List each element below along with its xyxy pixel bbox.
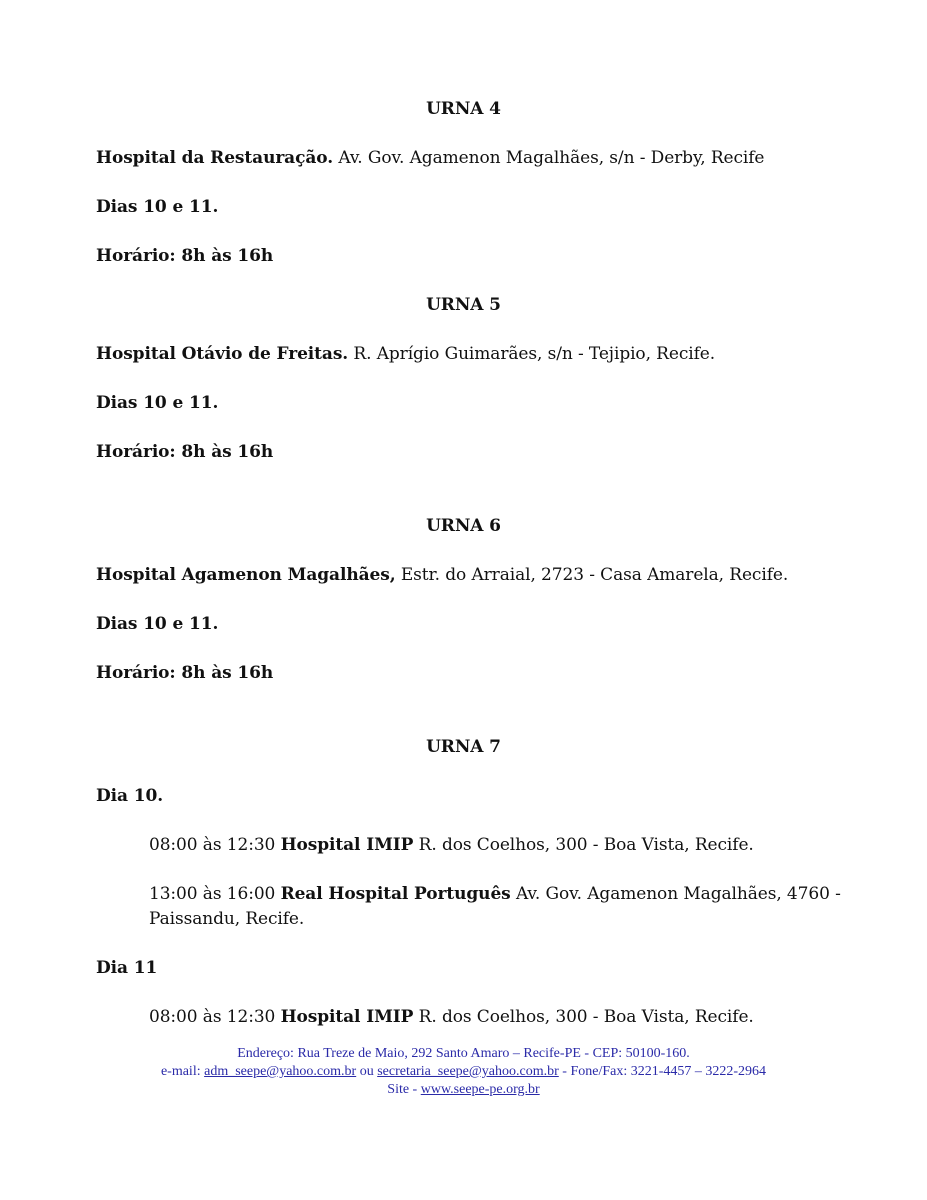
urna-4-heading: URNA 4 xyxy=(426,99,501,119)
urna-5-heading: URNA 5 xyxy=(426,295,501,315)
urna-5-place-address: R. Aprígio Guimarães, s/n - Tejipio, Recife. xyxy=(348,344,716,364)
urna-6-place-address: Estr. do Arraial, 2723 - Casa Amarela, Recife. xyxy=(395,565,789,585)
urna-6-place-name: Hospital Agamenon Magalhães, xyxy=(96,565,396,585)
email-link-secretaria[interactable]: secretaria_seepe@yahoo.com.br xyxy=(377,1064,559,1079)
urna-7-day-11-entry-1 xyxy=(149,1006,754,1028)
urna-7-day-10-label: Dia 10. xyxy=(96,786,164,806)
entry-place: Hospital IMIP xyxy=(280,835,414,855)
urna-7-heading: URNA 7 xyxy=(426,737,501,757)
urna-7-day-11-label: Dia 11 xyxy=(96,958,158,978)
urna-7-day-10-entry-2 xyxy=(149,883,841,905)
urna-6-heading: URNA 6 xyxy=(426,516,501,536)
entry-address: Av. Gov. Agamenon Magalhães, 4760 - xyxy=(510,884,841,904)
urna-5-place-name: Hospital Otávio de Freitas. xyxy=(96,344,349,364)
urna-7-day-10-entry-2-address-cont: Paissandu, Recife. xyxy=(149,909,305,929)
entry-place: Real Hospital Português xyxy=(280,884,511,904)
urna-6-hours: Horário: 8h às 16h xyxy=(96,663,274,683)
urna-4-hours: Horário: 8h às 16h xyxy=(96,246,274,266)
urna-4-place-name: Hospital da Restauração. xyxy=(96,148,334,168)
urna-4-location xyxy=(96,147,764,169)
site-link[interactable]: www.seepe-pe.org.br xyxy=(420,1082,540,1097)
footer-phone: - Fone/Fax: 3221-4457 – 3222-2964 xyxy=(558,1064,767,1079)
entry-time: 08:00 às 12:30 xyxy=(149,1007,281,1027)
email-link-adm[interactable]: adm_seepe@yahoo.com.br xyxy=(204,1064,357,1079)
entry-place: Hospital IMIP xyxy=(280,1007,414,1027)
urna-5-days: Dias 10 e 11. xyxy=(96,393,219,413)
entry-time: 13:00 às 16:00 xyxy=(149,884,281,904)
urna-6-location xyxy=(96,564,788,586)
footer-address: Endereço: Rua Treze de Maio, 292 Santo Amaro – Recife-PE - CEP: 50100-160. xyxy=(237,1046,690,1061)
urna-7-day-10-entry-1 xyxy=(149,834,754,856)
urna-4-place-address: Av. Gov. Agamenon Magalhães, s/n - Derby, Recife xyxy=(333,148,765,168)
entry-address: R. dos Coelhos, 300 - Boa Vista, Recife. xyxy=(413,835,754,855)
urna-4-days: Dias 10 e 11. xyxy=(96,197,219,217)
footer-site: Site - www.seepe-pe.org.br xyxy=(387,1082,540,1097)
footer-contact: e-mail: adm_seepe@yahoo.com.br ou secretaria_seepe@yahoo.com.br - Fone/Fax: 3221-4457 – 3222-2964 xyxy=(160,1064,767,1079)
urna-6-days: Dias 10 e 11. xyxy=(96,614,219,634)
entry-address: R. dos Coelhos, 300 - Boa Vista, Recife. xyxy=(413,1007,754,1027)
urna-5-hours: Horário: 8h às 16h xyxy=(96,442,274,462)
urna-5-location xyxy=(96,343,715,365)
entry-time: 08:00 às 12:30 xyxy=(149,835,281,855)
